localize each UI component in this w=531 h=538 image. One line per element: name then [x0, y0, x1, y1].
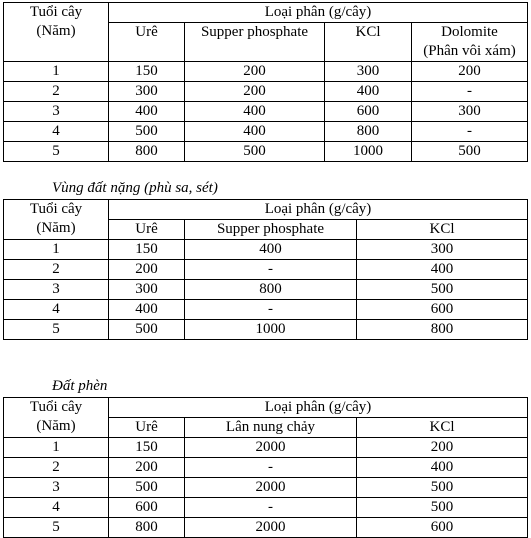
table-row	[4, 300, 528, 320]
value-cell: 800	[109, 518, 185, 538]
value-cell: 1000	[325, 142, 412, 162]
age-cell: 4	[4, 498, 109, 518]
age-cell: 1	[4, 438, 109, 458]
age-cell: 1	[4, 240, 109, 260]
value-cell: 200	[185, 82, 325, 102]
table-row	[4, 240, 528, 260]
table-row	[4, 498, 528, 518]
value-cell: 500	[357, 498, 528, 518]
value-cell: 150	[109, 438, 185, 458]
value-cell: 600	[325, 102, 412, 122]
table-3-caption: Đất phèn	[52, 378, 108, 394]
value-cell: 400	[185, 102, 325, 122]
value-cell: 400	[185, 122, 325, 142]
age-header-label: Tuổi cây	[29, 399, 83, 415]
age-header-label: Tuổi cây	[29, 201, 83, 217]
value-cell: -	[185, 260, 357, 280]
value-cell: 400	[185, 240, 357, 260]
table-row	[4, 458, 528, 478]
dolomite-sublabel: (Phân vôi xám)	[423, 43, 516, 59]
value-cell: 300	[109, 280, 185, 300]
value-cell: -	[185, 458, 357, 478]
value-cell: 200	[412, 62, 528, 82]
table-row	[4, 142, 528, 162]
table-row	[4, 478, 528, 498]
age-header-cell	[4, 3, 109, 62]
table-body	[4, 438, 528, 538]
value-cell: 300	[357, 240, 528, 260]
value-cell: 200	[185, 62, 325, 82]
table-row	[4, 82, 528, 102]
value-cell: 500	[109, 320, 185, 340]
age-cell: 3	[4, 478, 109, 498]
age-cell: 5	[4, 142, 109, 162]
value-cell: 600	[357, 518, 528, 538]
value-cell: -	[185, 498, 357, 518]
age-header-unit: (Năm)	[36, 23, 76, 39]
age-header-label: Tuổi cây	[29, 4, 83, 20]
table-2-caption: Vùng đất nặng (phù sa, sét)	[52, 180, 218, 196]
age-cell: 5	[4, 518, 109, 538]
value-cell: 150	[109, 62, 185, 82]
age-header-unit: (Năm)	[36, 418, 76, 434]
value-cell: 150	[109, 240, 185, 260]
table-body	[4, 240, 528, 340]
col-header-lan-nung-chay: Lân nung chảy	[185, 418, 357, 438]
value-cell: 200	[109, 260, 185, 280]
col-header-kcl: KCl	[357, 418, 528, 438]
value-cell: 500	[357, 280, 528, 300]
table-header-row	[4, 3, 528, 23]
age-cell: 2	[4, 458, 109, 478]
age-cell: 4	[4, 300, 109, 320]
table-row	[4, 62, 528, 82]
value-cell: 200	[357, 438, 528, 458]
table-row	[4, 102, 528, 122]
fertilizer-table-2	[3, 199, 528, 340]
age-cell: 2	[4, 260, 109, 280]
value-cell: 400	[357, 458, 528, 478]
col-header-kcl: KCl	[357, 220, 528, 240]
value-cell: 500	[357, 478, 528, 498]
value-cell: 2000	[185, 478, 357, 498]
col-header-kcl: KCl	[325, 23, 412, 62]
value-cell: 500	[185, 142, 325, 162]
value-cell: 500	[412, 142, 528, 162]
value-cell: 200	[109, 458, 185, 478]
value-cell: 1000	[185, 320, 357, 340]
fertilizer-table-1	[3, 2, 528, 162]
value-cell: 800	[109, 142, 185, 162]
age-header-cell	[4, 398, 109, 438]
value-cell: 400	[357, 260, 528, 280]
value-cell: 800	[325, 122, 412, 142]
age-cell: 1	[4, 62, 109, 82]
table-row	[4, 122, 528, 142]
age-header-cell	[4, 200, 109, 240]
age-cell: 4	[4, 122, 109, 142]
value-cell: 2000	[185, 518, 357, 538]
fertilizer-group-header: Loại phân (g/cây)	[109, 200, 528, 220]
value-cell: -	[412, 122, 528, 142]
value-cell: 800	[185, 280, 357, 300]
col-header-dolomite	[412, 23, 528, 62]
value-cell: 300	[412, 102, 528, 122]
col-header-ure: Urê	[109, 220, 185, 240]
value-cell: 600	[109, 498, 185, 518]
col-header-ure: Urê	[109, 23, 185, 62]
table-row	[4, 260, 528, 280]
table-header-row	[4, 200, 528, 220]
value-cell: 300	[325, 62, 412, 82]
value-cell: 400	[109, 300, 185, 320]
table-row	[4, 438, 528, 458]
value-cell: -	[412, 82, 528, 102]
value-cell: 600	[357, 300, 528, 320]
value-cell: 800	[357, 320, 528, 340]
age-cell: 2	[4, 82, 109, 102]
age-cell: 3	[4, 102, 109, 122]
col-header-ure: Urê	[109, 418, 185, 438]
table-row	[4, 320, 528, 340]
value-cell: 400	[325, 82, 412, 102]
age-cell: 5	[4, 320, 109, 340]
value-cell: -	[185, 300, 357, 320]
age-header-unit: (Năm)	[36, 220, 76, 236]
dolomite-label: Dolomite	[441, 24, 498, 40]
age-cell: 3	[4, 280, 109, 300]
fertilizer-group-header: Loại phân (g/cây)	[109, 398, 528, 418]
value-cell: 300	[109, 82, 185, 102]
value-cell: 400	[109, 102, 185, 122]
fertilizer-group-header: Loại phân (g/cây)	[109, 3, 528, 23]
table-row	[4, 280, 528, 300]
value-cell: 500	[109, 478, 185, 498]
value-cell: 500	[109, 122, 185, 142]
table-body	[4, 62, 528, 162]
fertilizer-table-3	[3, 397, 528, 538]
col-header-supper-phosphate: Supper phosphate	[185, 220, 357, 240]
col-header-supper-phosphate: Supper phosphate	[185, 23, 325, 62]
table-header-row	[4, 398, 528, 418]
value-cell: 2000	[185, 438, 357, 458]
table-row	[4, 518, 528, 538]
